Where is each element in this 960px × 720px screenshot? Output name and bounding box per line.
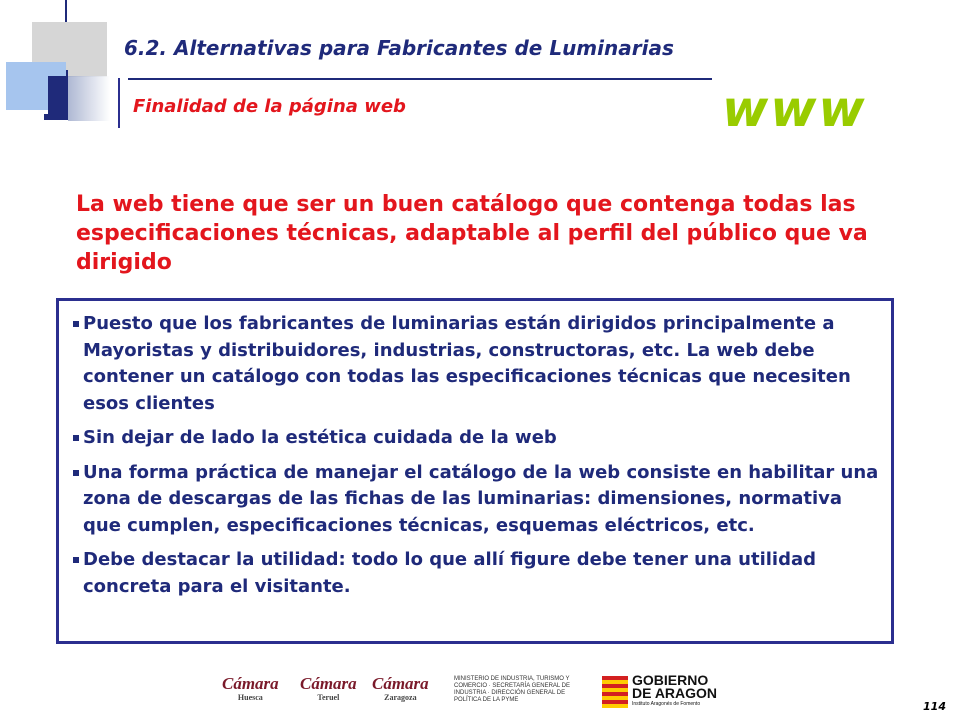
decor-bar	[44, 114, 68, 120]
aragon-flag-icon	[602, 676, 628, 708]
logo-name: Cámara	[222, 674, 279, 693]
decor-line	[66, 70, 68, 118]
page-title: 6.2. Alternativas para Fabricantes de Luminarias	[124, 36, 674, 60]
page-number: 114	[923, 700, 946, 713]
bullet-square-icon	[73, 321, 79, 327]
bullet-square-icon	[73, 435, 79, 441]
decor-line	[118, 78, 120, 128]
list-item	[73, 425, 883, 452]
www-heading: www	[722, 80, 867, 138]
list-item	[73, 311, 883, 417]
logo-name: Cámara	[372, 674, 429, 693]
gobierno-line1: GOBIERNO	[632, 672, 709, 688]
camara-huesca-logo	[222, 674, 279, 702]
footer-logos	[222, 674, 722, 714]
camara-zaragoza-logo	[372, 674, 429, 702]
intro-text: La web tiene que ser un buen catálogo que contenga todas las especificaciones técnicas, adaptable al perfil del público que va dirigido	[76, 192, 868, 275]
decor-square-shadow	[68, 76, 110, 121]
decor-square-navy	[48, 76, 68, 118]
title-underline	[128, 78, 712, 80]
gobierno-sub: Instituto Aragonés de Fomento	[632, 701, 701, 707]
bullet-text: Una forma práctica de manejar el catálogo de la web consiste en habilitar una zona de descargas de las fichas de las luminarias: dimensiones, normativa que cumplen, especificaciones técnicas, esquemas eléctricos, etc.	[83, 461, 879, 536]
logo-sub: Teruel	[317, 693, 340, 702]
logo-sub: Zaragoza	[384, 693, 417, 702]
logo-name: Cámara	[300, 674, 357, 693]
gobierno-aragon-logo	[632, 674, 717, 708]
bullet-box	[56, 298, 894, 644]
bullet-square-icon	[73, 557, 79, 563]
ministerio-logo: MINISTERIO DE INDUSTRIA, TURISMO Y COMERCIO · SECRETARÍA GENERAL DE INDUSTRIA · DIRECCIÓN GENERAL DE POLÍTICA DE LA PYME	[454, 676, 571, 703]
bullet-text: Puesto que los fabricantes de luminarias están dirigidos principalmente a Mayoristas y distribuidores, industrias, constructoras, etc. La web debe contener un catálogo con todas las especificaciones técnicas que necesiten esos clientes	[83, 313, 851, 414]
logo-sub: Huesca	[237, 693, 263, 702]
list-item	[73, 547, 883, 600]
bullet-text: Debe destacar la utilidad: todo lo que allí figure debe tener una utilidad concreta para el visitante.	[83, 549, 817, 597]
list-item	[73, 460, 883, 540]
camara-teruel-logo	[300, 674, 357, 702]
bullet-list	[59, 301, 891, 600]
bullet-square-icon	[73, 470, 79, 476]
decor-line	[65, 0, 67, 22]
page-subtitle: Finalidad de la página web	[133, 96, 406, 117]
bullet-text: Sin dejar de lado la estética cuidada de la web	[83, 427, 557, 448]
gobierno-line2: DE ARAGON	[632, 685, 718, 701]
